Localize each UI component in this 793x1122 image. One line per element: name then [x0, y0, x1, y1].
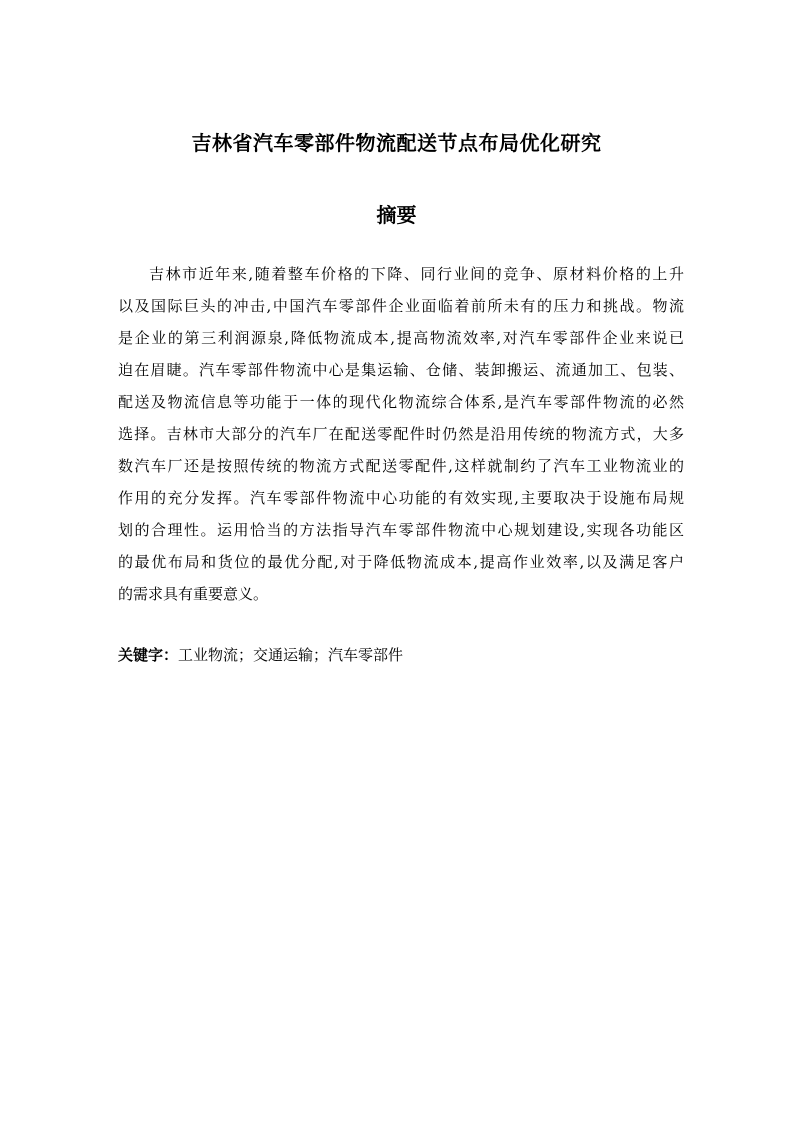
- abstract-line: 的需求具有重要意义。: [118, 585, 269, 603]
- abstract-paragraph: [118, 258, 684, 610]
- abstract-line: 是企业的第三利润源泉,降低物流成本,提高物流效率,对汽车零部件企业来说已: [118, 329, 684, 347]
- abstract-line: 作用的充分发挥。汽车零部件物流中心功能的有效实现,主要取决于设施布局规: [118, 489, 684, 507]
- abstract-line: 的最优布局和货位的最优分配,对于降低物流成本,提高作业效率,以及满足客户: [118, 553, 684, 571]
- document-title: 吉林省汽车零部件物流配送节点布局优化研究: [191, 131, 602, 155]
- keywords-row: [118, 640, 684, 670]
- abstract-heading: 摘要: [376, 203, 417, 227]
- abstract-line: 数汽车厂还是按照传统的物流方式配送零配件,这样就制约了汽车工业物流业的: [118, 457, 684, 475]
- abstract-line: 配送及物流信息等功能于一体的现代化物流综合体系,是汽车零部件物流的必然: [118, 393, 684, 411]
- abstract-line: 以及国际巨头的冲击,中国汽车零部件企业面临着前所未有的压力和挑战。物流: [118, 297, 684, 315]
- abstract-line: 划的合理性。运用恰当的方法指导汽车零部件物流中心规划建设,实现各功能区: [118, 521, 684, 539]
- keywords-text: 工业物流；交通运输；汽车零部件: [178, 646, 404, 664]
- abstract-line: 迫在眉睫。汽车零部件物流中心是集运输、仓储、装卸搬运、流通加工、包装、: [118, 361, 684, 379]
- abstract-line: 吉林市近年来,随着整车价格的下降、同行业间的竞争、原材料价格的上升: [149, 265, 684, 283]
- abstract-line: 选择。吉林市大部分的汽车厂在配送零配件时仍然是沿用传统的物流方式，大多: [118, 425, 684, 443]
- keywords-label: 关键字：: [118, 646, 179, 664]
